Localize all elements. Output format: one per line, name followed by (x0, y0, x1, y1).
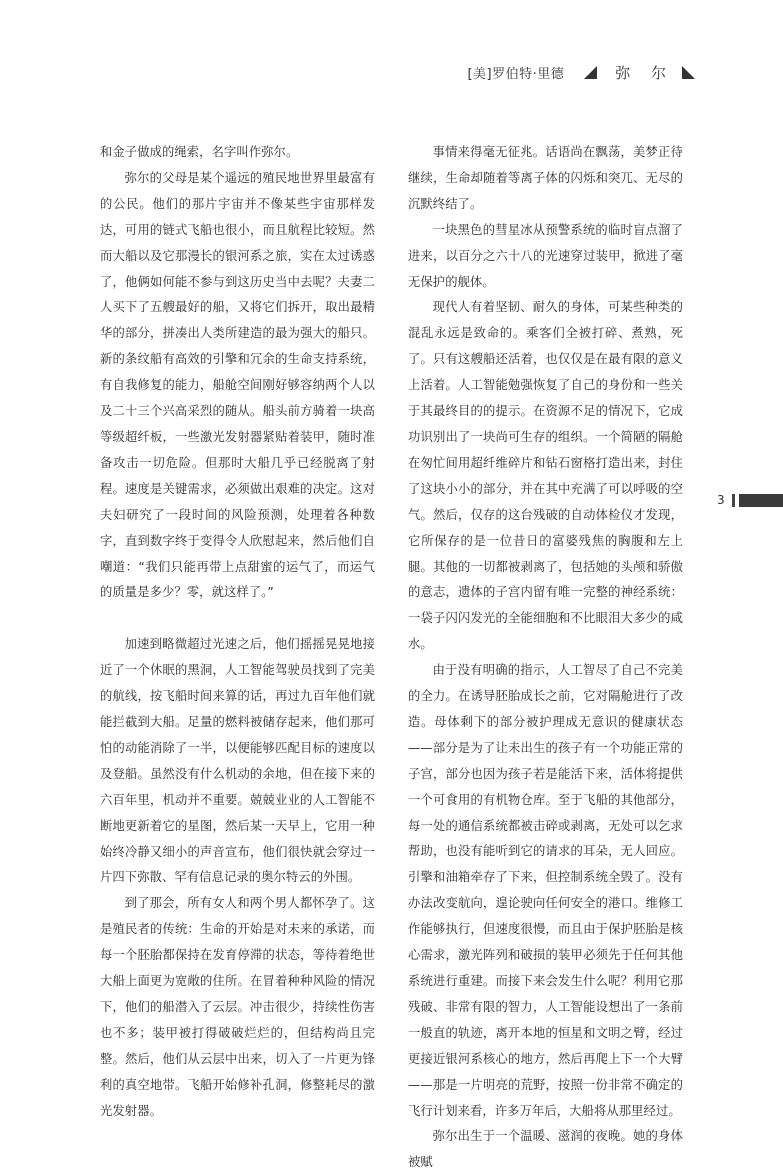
right-column (408, 140, 683, 1176)
thumb-tab-bar (739, 494, 783, 507)
page-number: 3 (717, 493, 725, 507)
author-name: [美]罗伯特·里德 (467, 67, 565, 82)
paragraph: 弥尔的父母是某个遥远的殖民地世界里最富有的公民。他们的那片宇宙并不像某些宇宙那样发达，可用的链式飞船也很小，而且航程比较短。然而大船以及它那漫长的银河系之旅，实在太过诱惑了，他俩如何能不参与到这历史当中去呢？夫妻二人买下了五艘最好的船，又将它们拆开，取出最精华的部分，拼凑出人类所建造的最为强大的船只。新的条纹船有高效的引擎和冗余的生命支持系统，有自我修复的能力，船舱空间刚好够容纳两个人以及二十三个兴高采烈的随从。船头前方骑着一块高等级超纤板，一些激光发射器紧贴着装甲，随时准备攻击一切危险。但那时大船几乎已经脱离了射程。速度是关键需求，必须做出艰难的决定。这对夫妇研究了一段时间的风险预测，处理着各种数字，直到数字终于变得令人欣慰起来，然后他们自嘲道：“我们只能再带上点甜蜜的运气了，而运气的质量是多少？零，就这样了。” (100, 170, 375, 600)
paragraph: 和金子做成的绳索，名字叫作弥尔。 (100, 145, 299, 159)
tab-divider (732, 494, 735, 507)
paragraph: 一块黑色的彗星冰从预警系统的临时盲点溜了进来，以百分之六十八的光速穿过装甲，掀进了毫无保护的舰体。 (408, 222, 683, 289)
paragraph: 弥尔出生于一个温暖、滋润的夜晚。她的身体被赋 (408, 1129, 683, 1170)
running-header (467, 62, 695, 83)
paragraph: 事情来得毫无征兆。话语尚在飘荡，美梦正待继续，生命却随着等离子体的闪烁和突兀、无尽的沉默终结了。 (408, 145, 683, 211)
paragraph: 加速到略微超过光速之后，他们摇摇晃晃地接近了一个休眠的黑洞，人工智能驾驶员找到了完美的航线，按飞船时间来算的话，再过九百年他们就能拦截到大船。足量的燃料被储存起来，他们那可怕的动能消除了一半，以便能够匹配目标的速度以及登船。虽然没有什么机动的余地，但在接下来的六百年里，机动并不重要。兢兢业业的人工智能不断地更新着它的星图，然后某一天早上，它用一种始终冷静又细小的声音宣布，他们很快就会穿过一片四下弥散、罕有信息记录的奥尔特云的外围。 (100, 637, 375, 885)
page-number-tab (717, 493, 783, 507)
paragraph: 由于没有明确的指示，人工智尽了自己不完美的全力。在诱导胚胎成长之前，它对隔舱进行了改造。母体剩下的部分被护理成无意识的健康状态——部分是为了让未出生的孩子有一个功能正常的子宫，部分也因为孩子若是能活下来，活体将提供一个可食用的有机物仓库。至于飞船的其他部分，每一处的通信系统都被击碎或剥离，无处可以乞求帮助，也没有能听到它的请求的耳朵，无人回应。引擎和油箱牵存了下来，但控制系统全毁了。没有办法改变航向，遑论驶向任何安全的港口。维修工作能够执行，但速度很慢，而且由于保护胚胎是核心需求，激光阵列和破损的装甲必须先于任何其他系统进行重建。而接下来会发生什么呢？利用它那残破、非常有限的智力，人工智能设想出了一条前一般直的轨迹，离开本地的恒星和文明之臂，经过更接近银河系核心的地方，然后再爬上下一个大臂——那是一片明亮的荒野，按照一份非常不确定的飞行计划来看，许多万年后，大船将从那里经过。 (408, 663, 683, 1118)
left-column (100, 140, 375, 1125)
paragraph: 现代人有着坚韧、耐久的身体，可某些种类的混乱永远是致命的。乘客们全被打碎、煮熟，死了。只有这艘船还活着，也仅仅是在最有限的意义上活着。人工智能勉强恢复了自己的身份和一些关于其最终目的的提示。在资源不足的情况下，它成功识别出了一块尚可生存的组织。一个简陋的隔舱在匆忙间用超纤维碎片和钻石窗格打造出来，封住了这块小小的部分，并在其中充满了可以呼吸的空气。然后，仅存的这台残破的自动体检仪才发现，它所保存的是一位昔日的富婆残焦的胸腹和左上腿。其他的一切都被剥离了，包括她的头颅和骄傲的意志，遗体的子宫内留有唯一完整的神经系统：一袋子闪闪发光的全能细胞和不比眼泪大多少的咸水。 (408, 300, 683, 652)
triangle-right-icon (682, 66, 695, 79)
triangle-left-icon (584, 66, 597, 79)
story-title: 弥 尔 (615, 64, 674, 82)
paragraph: 到了那会，所有女人和两个男人都怀孕了。这是殖民者的传统：生命的开始是对未来的承诺，而每一个胚胎都保持在发育停滞的状态，等待着绝世大船上面更为宽敞的住所。在冒着种种风险的情况下，他们的船潜入了云层。冲击很少，持续性伤害也不多；装甲被打得破破烂烂的，但结构尚且完整。然后，他们从云层中出来，切入了一片更为锋利的真空地带。飞船开始修补孔洞，修整耗尽的激光发射器。 (100, 896, 375, 1118)
